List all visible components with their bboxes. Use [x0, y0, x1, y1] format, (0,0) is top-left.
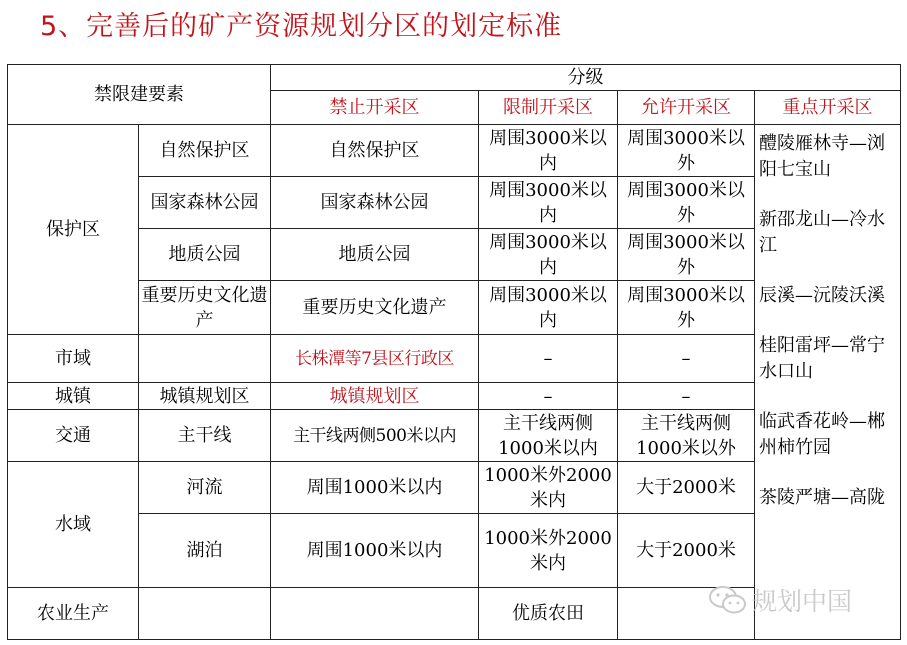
cell-restricted: – [479, 383, 618, 410]
column-header-key: 重点开采区 [755, 91, 901, 125]
header-grading: 分级 [271, 65, 901, 91]
cell-forbidden: 长株潭等7县区行政区 [271, 335, 479, 383]
cell-allowed: 周围3000米以外 [618, 229, 755, 281]
cell-restricted: 周围3000米以内 [479, 177, 618, 229]
item-forest-park: 国家森林公园 [139, 177, 271, 229]
cell-forbidden: 主干线两侧500米以内 [271, 410, 479, 462]
category-traffic: 交通 [8, 410, 139, 462]
cell-allowed: 大于2000米 [618, 514, 755, 588]
cell-restricted: 周围3000米以内 [479, 281, 618, 335]
item-nature-reserve: 自然保护区 [139, 125, 271, 177]
watermark-text: 规划中国 [752, 587, 853, 616]
cell-allowed: – [618, 335, 755, 383]
category-protection: 保护区 [8, 125, 139, 335]
item-agriculture [139, 588, 271, 640]
cell-restricted: 优质农田 [479, 588, 618, 640]
page-title: 5、完善后的矿产资源规划分区的划定标准 [40, 11, 563, 42]
category-city: 市域 [8, 335, 139, 383]
category-town: 城镇 [8, 383, 139, 410]
key-area-item: 新邵龙山—冷水江 [759, 209, 885, 256]
category-agriculture: 农业生产 [8, 588, 139, 640]
cell-forbidden: 周围1000米以内 [271, 462, 479, 514]
cell-allowed: 主干线两侧1000米以外 [618, 410, 755, 462]
key-area-item: 桂阳雷坪—常宁水口山 [759, 335, 885, 382]
item-town-planning: 城镇规划区 [139, 383, 271, 410]
column-header-allowed: 允许开采区 [618, 91, 755, 125]
item-heritage: 重要历史文化遗产 [139, 281, 271, 335]
cell-forbidden: 周围1000米以内 [271, 514, 479, 588]
cell-forbidden: 重要历史文化遗产 [271, 281, 479, 335]
item-trunk-line: 主干线 [139, 410, 271, 462]
cell-allowed: – [618, 383, 755, 410]
key-area-item: 醴陵雁林寺—浏阳七宝山 [759, 133, 885, 180]
key-area-item: 辰溪—沅陵沃溪 [759, 285, 885, 306]
cell-restricted: 周围3000米以内 [479, 125, 618, 177]
cell-forbidden: 城镇规划区 [271, 383, 479, 410]
zoning-standards-table [7, 64, 901, 640]
cell-forbidden: 国家森林公园 [271, 177, 479, 229]
cell-forbidden: 地质公园 [271, 229, 479, 281]
item-river: 河流 [139, 462, 271, 514]
cell-allowed: 大于2000米 [618, 462, 755, 514]
column-header-restricted: 限制开采区 [479, 91, 618, 125]
cell-restricted: 1000米外2000米内 [479, 462, 618, 514]
key-area-item: 茶陵严塘—高陇 [759, 487, 885, 508]
cell-restricted: 1000米外2000米内 [479, 514, 618, 588]
cell-forbidden: 自然保护区 [271, 125, 479, 177]
cell-restricted: – [479, 335, 618, 383]
item-geo-park: 地质公园 [139, 229, 271, 281]
key-mining-areas [755, 125, 901, 640]
cell-restricted: 主干线两侧1000米以内 [479, 410, 618, 462]
cell-allowed: 周围3000米以外 [618, 125, 755, 177]
cell-allowed: 周围3000米以外 [618, 281, 755, 335]
watermark [708, 582, 852, 618]
wechat-icon [708, 585, 748, 615]
cell-restricted: 周围3000米以内 [479, 229, 618, 281]
category-water: 水域 [8, 462, 139, 588]
cell-allowed: 周围3000米以外 [618, 177, 755, 229]
item-lake: 湖泊 [139, 514, 271, 588]
header-elements: 禁限建要素 [8, 65, 271, 125]
column-header-forbidden: 禁止开采区 [271, 91, 479, 125]
key-area-item: 临武香花岭—郴州柿竹园 [759, 411, 885, 458]
zoning-table-container [7, 64, 900, 637]
cell-forbidden [271, 588, 479, 640]
item-city [139, 335, 271, 383]
